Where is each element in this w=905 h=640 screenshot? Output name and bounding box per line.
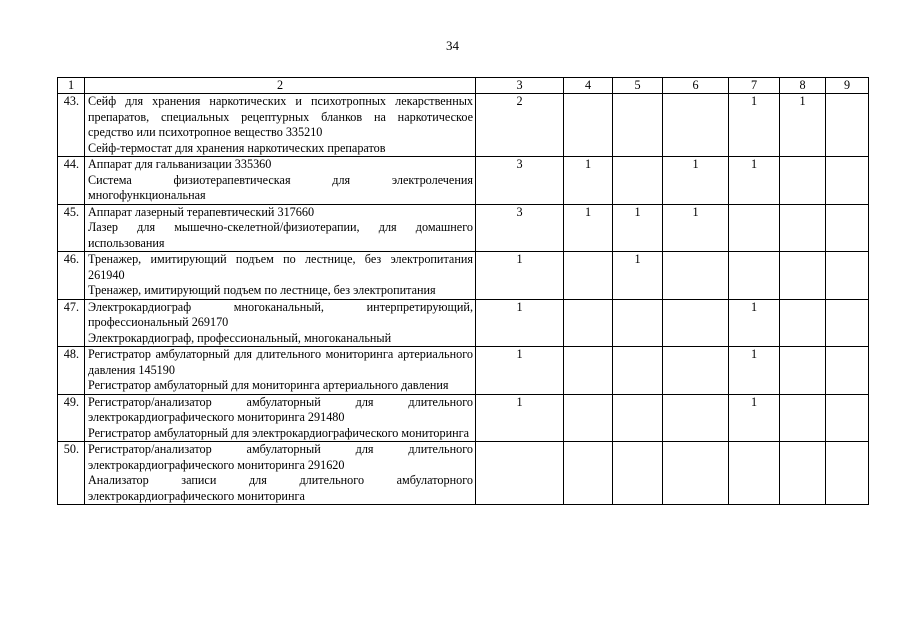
table-row [58,94,869,157]
cell-col-4 [564,94,613,157]
equipment-name: Электрокардиограф многоканальный, интерпретирующий, профессиональный 269170 [88,299,473,329]
cell-col-6: 1 [663,204,729,252]
cell-col-5 [613,347,663,395]
equipment-alternative-name: Регистратор амбулаторный для мониторинга артериального давления [88,378,449,392]
cell-col-8 [780,252,826,300]
table-row [58,157,869,205]
cell-col-9 [826,94,869,157]
equipment-name: Сейф для хранения наркотических и психотропных лекарственных препаратов, специальных рецептурных бланков на наркотическое средство или психотропное вещество 335210 [88,94,473,139]
cell-col-8 [780,204,826,252]
cell-col-6: 1 [663,157,729,205]
equipment-alternative-name: Тренажер, имитирующий подъем по лестнице, без электропитания [88,283,436,297]
equipment-description [85,204,476,252]
equipment-name: Регистратор/анализатор амбулаторный для длительного электрокардиографического мониторинга 291480 [88,394,473,424]
cell-col-4 [564,252,613,300]
column-header-3: 3 [476,78,564,94]
row-number: 48. [58,347,85,395]
cell-col-7: 1 [729,394,780,442]
cell-col-5 [613,157,663,205]
table-row [58,347,869,395]
cell-col-7: 1 [729,347,780,395]
equipment-description [85,252,476,300]
cell-col-9 [826,252,869,300]
column-header-5: 5 [613,78,663,94]
table-row [58,252,869,300]
table-header [58,78,869,94]
cell-col-9 [826,394,869,442]
cell-col-3: 1 [476,299,564,347]
cell-col-5 [613,94,663,157]
table-row [58,204,869,252]
cell-col-4: 1 [564,204,613,252]
equipment-alternative-name: Сейф-термостат для хранения наркотических препаратов [88,140,386,155]
equipment-alternative-name: Система физиотерапевтическая для электролечения многофункциональная [88,172,473,202]
cell-col-6 [663,94,729,157]
equipment-alternative-name: Регистратор амбулаторный для электрокардиографического мониторинга [88,425,470,440]
row-number: 45. [58,204,85,252]
cell-col-8 [780,347,826,395]
cell-col-5 [613,442,663,505]
column-header-2: 2 [85,78,476,94]
cell-col-6 [663,347,729,395]
cell-col-9 [826,299,869,347]
equipment-name: Регистратор/анализатор амбулаторный для длительного электрокардиографического мониторинга 291620 [88,442,473,472]
cell-col-4 [564,394,613,442]
equipment-name: Регистратор амбулаторный для длительного мониторинга артериального давления 145190 [88,347,473,377]
cell-col-5 [613,394,663,442]
equipment-description [85,94,476,157]
header-row [58,78,869,94]
cell-col-4: 1 [564,157,613,205]
page-number: 34 [446,38,459,53]
table-row [58,442,869,505]
cell-col-9 [826,442,869,505]
cell-col-4 [564,442,613,505]
row-number: 50. [58,442,85,505]
cell-col-8 [780,157,826,205]
column-header-8: 8 [780,78,826,94]
equipment-description [85,299,476,347]
cell-col-9 [826,204,869,252]
equipment-description [85,157,476,205]
cell-col-7: 1 [729,94,780,157]
cell-col-8: 1 [780,94,826,157]
cell-col-3: 1 [476,347,564,395]
cell-col-3: 2 [476,94,564,157]
equipment-alternative-name: Лазер для мышечно-скелетной/физиотерапии, для домашнего использования [88,220,473,250]
equipment-description [85,442,476,505]
cell-col-6 [663,299,729,347]
column-header-1: 1 [58,78,85,94]
column-header-7: 7 [729,78,780,94]
cell-col-9 [826,157,869,205]
cell-col-5: 1 [613,252,663,300]
equipment-alternative-name: Электрокардиограф, профессиональный, многоканальный [88,330,392,345]
row-number: 43. [58,94,85,157]
cell-col-7 [729,204,780,252]
cell-col-4 [564,347,613,395]
column-header-4: 4 [564,78,613,94]
table-row [58,299,869,347]
row-number: 44. [58,157,85,205]
table-row [58,394,869,442]
cell-col-3: 1 [476,394,564,442]
cell-col-4 [564,299,613,347]
row-number: 49. [58,394,85,442]
cell-col-9 [826,347,869,395]
cell-col-5: 1 [613,204,663,252]
cell-col-6 [663,394,729,442]
cell-col-6 [663,252,729,300]
column-header-9: 9 [826,78,869,94]
equipment-name: Аппарат для гальванизации 335360 [88,157,272,171]
equipment-name: Тренажер, имитирующий подъем по лестнице, без электропитания 261940 [88,252,473,282]
equipment-description [85,394,476,442]
cell-col-3: 3 [476,204,564,252]
column-header-6: 6 [663,78,729,94]
cell-col-7: 1 [729,299,780,347]
cell-col-7: 1 [729,157,780,205]
cell-col-7 [729,252,780,300]
cell-col-6 [663,442,729,505]
cell-col-3 [476,442,564,505]
equipment-alternative-name: Анализатор записи для длительного амбулаторного электрокардиографического мониторинга [88,473,473,503]
table-body [58,94,869,505]
equipment-description [85,347,476,395]
equipment-name: Аппарат лазерный терапевтический 317660 [88,204,315,219]
cell-col-7 [729,442,780,505]
row-number: 46. [58,252,85,300]
row-number: 47. [58,299,85,347]
cell-col-8 [780,299,826,347]
cell-col-3: 1 [476,252,564,300]
cell-col-8 [780,442,826,505]
cell-col-3: 3 [476,157,564,205]
cell-col-5 [613,299,663,347]
cell-col-8 [780,394,826,442]
equipment-table [57,77,869,505]
